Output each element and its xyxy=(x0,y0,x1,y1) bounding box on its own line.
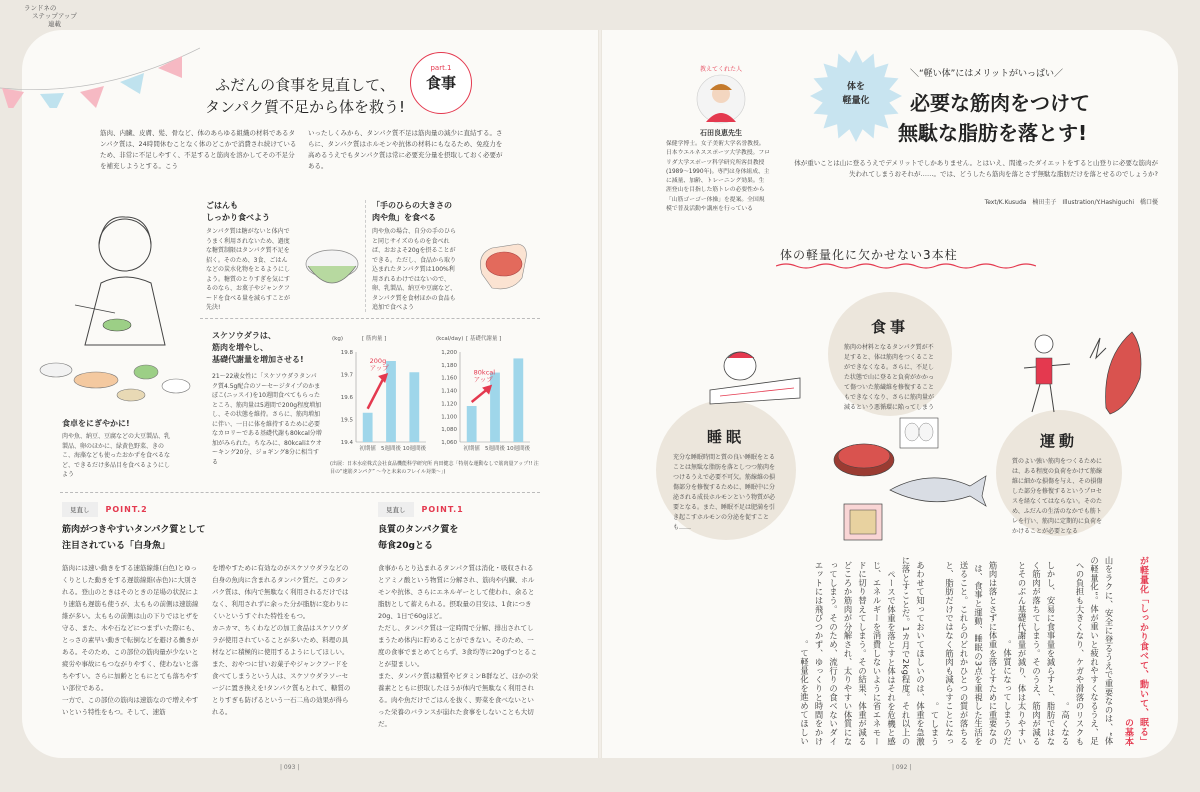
point1-label: POINT.1 xyxy=(421,505,464,514)
subtitle: ＼“軽い体”にはメリットがいっぱい／ xyxy=(910,69,1063,79)
x-tick-label: 初期値 xyxy=(359,446,376,452)
intro-column-1: 筋肉、内臓、皮膚、髪、骨など、体のあらゆる組織の材料であるタンパク質は、24時間休むことなく体のどこかで消費され続けているため、非常に不足しやすく、不足すると筋肉を溶かしてその不足分を補充しようとする。こう xyxy=(100,129,297,170)
chart-source: (出展：日本水産株式会社食品機能科学研究所 内田健志「特別な運動なしで筋肉量アップ!! 注目の“速筋タンパク” ～今と未来のフレイル対策～」) xyxy=(330,461,539,475)
y-tick-label: 1,100 xyxy=(441,414,457,421)
annotation-text: 200g xyxy=(369,357,387,365)
pillar-exercise-body: 質のよい強い筋肉をつくるためには、ある程度の負荷をかけて筋線維に細かな損傷を与え、その損傷した部分を修復するというプロセスを経なくてはならない。そのため、ふだんの生活のなかでも筋トレを行い、筋肉に定期的に負荷をかけることが必要となる xyxy=(1012,458,1103,535)
title-line-2: 無駄な脂肪を落とす! xyxy=(898,121,1088,145)
badge-text: 体を 軽量化 xyxy=(842,82,870,106)
y-tick-label: 19.4 xyxy=(340,440,353,446)
point1-tag: 見直し xyxy=(378,502,414,517)
y-tick-label: 19.5 xyxy=(340,417,353,424)
annotation-text: 80kcal xyxy=(473,368,496,377)
flag-blue xyxy=(40,93,64,108)
point1-body: 食事からとり込まれるタンパク質は消化・吸収されるとアミノ酸という物質に分解され、筋肉や内臓、ホルモンや抗体、さらにエネルギーとして使われ、余ると脂肪として蓄えられる。摂取量の目安は、1食につき20g、1日で60gほど。 ただし、タンパク質は一定時間で分解、排出されてしまうため体内に貯めることができない。そのため、一度の食事でまとめてとらず、3食均等に20gずつとることが望ましい。 また、タンパク質は糖質やビタミンB群など、ほかの栄養素とともに摂取したほうが体内で無駄なく利用される。肉や魚だけでごはんを抜く、野菜を食べないといった栄養のバランスが崩れた食事をしないことも大切だ。 xyxy=(378,564,539,728)
part-label: part.1 xyxy=(430,64,452,72)
flag-blue xyxy=(120,73,144,94)
annotation-text: アップ xyxy=(473,375,493,384)
hand-meat-icon xyxy=(472,234,532,294)
muscle-icon xyxy=(1106,332,1141,414)
fish-icon xyxy=(890,476,986,506)
palm-box xyxy=(372,200,532,312)
headline-line-1: ふだんの食事を見直して、 xyxy=(215,76,395,94)
pillar-sleep-body: 充分な睡眠時間と質の良い睡眠をとることは無駄な脂肪を落としつつ筋肉をつけるうえで必要不可欠。筋線維の損傷部分を修復するために、睡眠中に分泌される成長ホルモンという物質が必要となる。また、睡眠不足は肥満を引き起こすホルモンの分泌を促すことも…… xyxy=(673,454,776,531)
logo-line-3: 連載 xyxy=(48,20,61,28)
y-tick-label: 19.7 xyxy=(340,372,353,379)
palm-body: 肉や魚の場合、自分の手のひらと同じサイズのものを食べれば、おおよそ20gを摂ることができる。ただし、食品から取り込まれたタンパク質は100%利用されるわけではないので、卵、乳製品、納豆や豆腐など、タンパク質を食材ほかの食品も追加で食べよう xyxy=(372,228,457,311)
pillar-food-title: 食事 xyxy=(870,318,909,336)
y-tick-label: 1,060 xyxy=(441,440,457,446)
page-number-right: | 092 | xyxy=(892,764,912,771)
page-number-left: | 093 | xyxy=(280,764,300,771)
chart-title: [ 基礎代謝量 ] xyxy=(466,336,502,342)
rice-bowl-icon xyxy=(302,234,362,294)
x-tick-label: 初期値 xyxy=(463,446,480,452)
y-tick-label: 1,180 xyxy=(441,362,457,369)
chart-unit: (kcal/day) xyxy=(436,336,464,342)
title-line-1: 必要な筋肉をつけて xyxy=(910,91,1090,115)
y-tick-label: 19.6 xyxy=(340,395,353,401)
point2-header xyxy=(62,502,148,517)
logo-line-2: ステップアップ xyxy=(32,12,77,20)
scene-body: 肉や魚、納豆、豆腐などの大豆製品、乳製品、卵のほかに、緑黄色野菜、きのこ、海藻なども使ったおかずを食べるなど、できるだけ多品目を食べるようにしよう xyxy=(62,433,171,478)
intro-column-2: いったしくみから、タンパク質不足は筋肉量の減少に直結する。さらに、タンパク質はホルモンや抗体の材料にもなるため、免疫力を高めるうえでもタンパク質は常に必要充分量を摂取しておく必要がある。 xyxy=(308,129,503,170)
sukesou-title: スケソウダラは、 筋肉を増やし、 基礎代謝量を増加させる! xyxy=(212,331,304,364)
pillar-food-body: 筋肉の材料となるタンパク質が不足すると、体は筋肉をつくることができなくなる。さらに、不足した状態で山に登ると負荷がかかって傷ついた筋繊維を修復することもできなくなり、さらに筋肉量が減るという悪循環に陥ってしまう xyxy=(844,344,935,411)
flag-pink xyxy=(80,86,104,108)
point2-label: POINT.2 xyxy=(105,505,148,514)
rice-body: タンパク質は糖がないと体内でうまく利用されないため、過度な糖質制限はタンパク質不足を招く。そのため、3食、ごはんなどの炭水化物をとるようにしよう。糖質のとりすぎを気にするのなら、お菓子やジャンクフードを食べる量を減らすことが先決! xyxy=(206,228,291,311)
exercise-illustration xyxy=(1010,318,1150,428)
x-tick-label: 10週間後 xyxy=(402,446,427,452)
pillars-underline xyxy=(776,262,1036,270)
bar xyxy=(409,372,419,442)
part-badge xyxy=(410,52,472,114)
point1-title: 良質のタンパク質を 毎食20gとる xyxy=(378,525,459,551)
bar xyxy=(513,358,523,442)
metabolism-chart xyxy=(432,330,540,460)
point2-title: 筋肉がつきやすいタンパク質として 注目されている「白身魚」 xyxy=(62,525,206,551)
bar xyxy=(386,361,396,442)
vertical-text-area xyxy=(660,556,1150,746)
muscle-mass-chart xyxy=(328,330,432,460)
left-headline xyxy=(190,74,420,118)
y-tick-label: 19.8 xyxy=(340,350,353,356)
pillar-food xyxy=(828,292,952,416)
credit: Text/K.Kusuda 楠田圭子 Illustration/Y.Hashiguchi 橋口優 xyxy=(984,199,1158,206)
bunting-decoration xyxy=(0,28,200,108)
page-gutter xyxy=(598,30,602,758)
y-tick-label: 1,140 xyxy=(441,388,457,395)
x-tick-label: 10週間後 xyxy=(506,446,531,452)
divider xyxy=(200,318,540,319)
flag-pink xyxy=(2,88,24,108)
teacher-name: 石田良恵先生 xyxy=(700,129,742,137)
y-tick-label: 1,160 xyxy=(441,375,457,382)
woman-eating-illustration xyxy=(55,205,195,365)
pillar-sleep xyxy=(656,400,796,540)
teacher-avatar xyxy=(696,74,746,124)
food-illustration xyxy=(820,410,990,550)
chart-unit: (kg) xyxy=(332,336,343,342)
sleeping-person-illustration xyxy=(700,338,810,408)
sukesou-body: 21～22歳女性に「スケソウダラタンパク質4.5g配合のソーセージタイプのかまぼこ(ニッスイ)を10週間食べてもらったところ、筋肉量は5週間で200g程度増加し、その状態を維持。さらに、筋肉増加に伴い、一日に体を維持するために必要なカロリーである基礎代謝も80kcal分増加がみられた。ちなみに、80kcalはウオーキング20分、ジョギング8分に相当する xyxy=(212,373,322,466)
flag-pink xyxy=(158,56,182,78)
teacher-caption: 教えてくれた人 xyxy=(699,66,742,73)
annotation-text: アップ xyxy=(369,364,389,372)
headline-line-2: タンパク質不足から体を救う! xyxy=(205,98,405,116)
series-logo xyxy=(24,4,77,28)
y-tick-label: 1,200 xyxy=(441,350,457,356)
divider xyxy=(60,492,540,493)
bar xyxy=(363,413,373,442)
point2-tag: 見直し xyxy=(62,502,98,517)
point2-column-2: を増やすために有効なのがスケソウダラなどの白身の魚肉に含まれるタンパク質だ。このタンパク質は、体内で無駄なく利用されるだけではなく、利用されずに余った分が脂肪に変わりにくいというすぐれた特性をもつ。 カニカマ、ちくわなどの加工食品はスケソウダラが使用されていることが多いため、料理の具材などに積極的に使用するようにしてほしい。また、おやつに甘いお菓子やジャンクフードを食べてしまうという人は、スケソウダラソーセージに置き換えを!タンパク質もとれて、糖質のとりすぎも防げるという一石二鳥の効果が得られる。 xyxy=(212,564,351,716)
x-tick-label: 5週間後 xyxy=(485,446,505,452)
y-tick-label: 1,120 xyxy=(441,401,457,408)
sukesou-section xyxy=(212,330,322,467)
dining-table-illustration xyxy=(26,350,206,410)
x-tick-label: 5週間後 xyxy=(381,446,401,452)
y-tick-label: 1,080 xyxy=(441,427,457,434)
part-title: 食事 xyxy=(425,74,456,92)
logo-line-1: ランドネの xyxy=(24,4,57,12)
rice-title: ごはんも しっかり食べよう xyxy=(206,201,270,222)
point2-column-1: 筋肉には速い動きをする速筋線維(白色)とゆっくりとした動きをする遅筋線維(赤色)に大別される。登山のときはそのときの足場の状況により速筋も遅筋も使うが、太ももの前側は速筋線維が多い。太ももの前側は山の下りではヒザを守る、また、木や石などにつまずいた際にも、とっさの素早い動きで転倒などを避ける働きがある。そのため、この部位の筋肉量が少ないと疲労や事故にもつながりやすく、使わないと落ちやすい。さらに加齢とともにとても落ちやすい部位である。 一方で、この部位の筋肉は速筋なので増えやすいという特性をもつ。そして、速筋 xyxy=(62,564,199,716)
chart-title: [ 筋肉量 ] xyxy=(362,336,387,342)
lightning-icon xyxy=(1090,338,1106,358)
pillar-sleep-title: 睡眠 xyxy=(706,428,745,446)
vertical-body: 山をラクに、安全に登るうえで重要なのは、“体の軽量化”。体が重いと疲れやすくなるうえ、足への負担も大きくなり、ケガや滑落のリスクも高くなる。 しかし、安易に食事量を減らすと、脂肪ではなく筋肉が落ちてしまう。そのうえ、筋肉が減るとそのぶん基礎代謝量が減り、体は太りやすい体質になってしまうのだ。 筋肉は落とさずに体重を落とすために重要なのは、食事と運動、睡眠の3点を重視した生活を送ること。これらのどれかひとつの質が落ちると、脂肪だけではなく筋肉も減らすことになってしまう。 あわせて知っておいてほしいのは、体重を急激に落とすことだ。1カ月で2kg程度。それ以上のペースで体重を落とすと体はそれを危機と感じ、エネルギーを消費しないように省エネモードに切り替えてしまう。その結果、体重が減るどころか筋肉が分解され、太りやすい体質になってしまう。そのため、流行りの食べないダイエットには飛びつかず、ゆっくりと時間をかけて軽量化を進めてほしい。 xyxy=(799,556,1114,746)
pillars-heading: 体の軽量化に欠かせない3本柱 xyxy=(780,248,958,262)
increase-arrow xyxy=(368,377,384,409)
point1-header xyxy=(378,502,464,517)
bar xyxy=(467,406,477,442)
vertical-heading: 「しっかり食べて、動いて、眠る」が軽量化の基本 xyxy=(1123,556,1148,746)
rice-box xyxy=(206,200,366,312)
pillar-exercise xyxy=(996,410,1122,536)
teacher-caption-bracket xyxy=(676,108,694,124)
lead-text: 体が重いことは山に登るうえでデメリットでしかありません。とはいえ、間違ったダイエットをすると山登りに必要な筋肉が失われてしまうおそれが……。では、どうしたら筋肉を落とさず無駄な脂肪だけを落とせるのでしょうか? xyxy=(794,159,1158,178)
scene-title: 食卓をにぎやかに! xyxy=(62,419,130,428)
teacher-bio: 保健学博士。女子美術大学名誉教授。日本ウエルネススポーツ大学教授。フロリダ大学スポーツ科学研究所客員教授(1989～1990年)。専門は身体組成、主に減量、加齢、トレーニング効果。生涯登山を目指した筋トレの必要性から「山筋ゴーゴー体操」を提案。全国規模で普及活動や講座を行っている xyxy=(666,141,770,213)
pillar-exercise-title: 運動 xyxy=(1039,432,1078,450)
palm-title: 「手のひらの大きさの 肉や魚」を食べる xyxy=(372,201,452,222)
